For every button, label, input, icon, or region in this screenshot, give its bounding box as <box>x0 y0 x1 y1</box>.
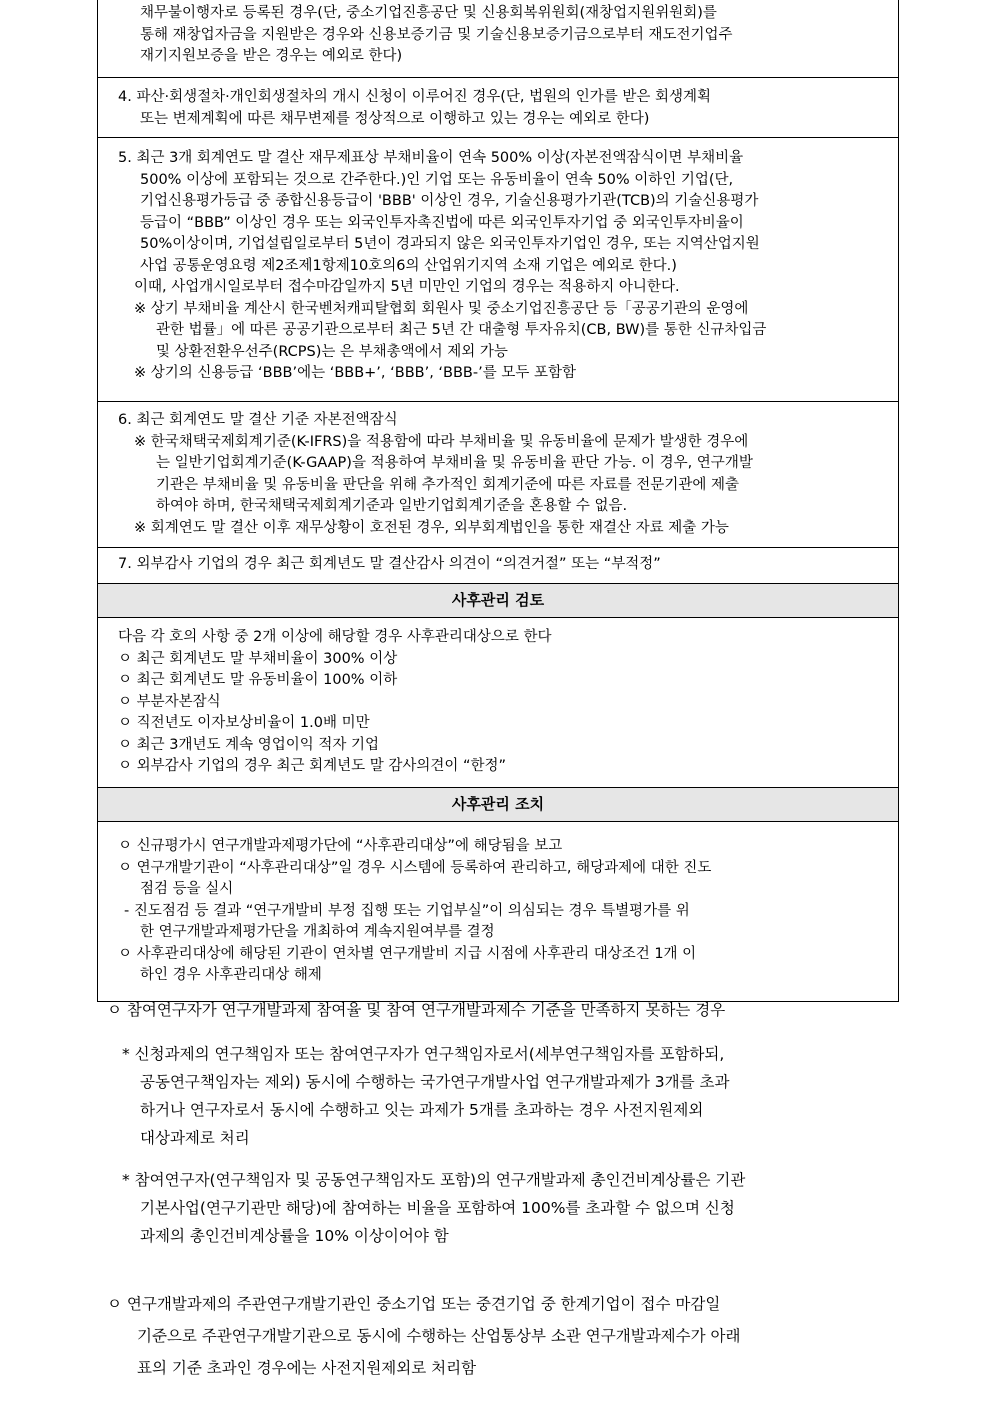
sme-limit-bullet: ㅇ 연구개발과제의 주관연구개발기관인 중소기업 또는 중견기업 중 한계기업이 접수 마감일 기준으로 주관연구개발기관으로 동시에 수행하는 산업통상부 소관 연구개발과제수가 아래 표의 기준 초과인 경우에는 사전지원제외로 처리함 <box>107 1295 741 1377</box>
participation-note-1: * 신청과제의 연구책임자 또는 참여연구자가 연구책임자로서(세부연구책임자를 포함하되, 공동연구책임자는 제외) 동시에 수행하는 국가연구개발사업 연구개발과제가 3개를 초과 하거나 연구자로서 동시에 수행하고 잇는 과제가 5개를 초과하는 경우 사전지원제외 대상과제로 처리 <box>122 1045 730 1147</box>
review-criteria: 다음 각 호의 사항 중 2개 이상에 해당할 경우 사후관리대상으로 한다 ㅇ 최근 회계년도 말 부채비율이 300% 이상 ㅇ 최근 회계년도 말 유동비율이 100% 이하 ㅇ 부분자본잠식 ㅇ 직전년도 이자보상비율이 1.0배 미만 ㅇ 최근 3개년도 계속 영업이익 적자 기업 ㅇ 외부감사 기업의 경우 최근 회계년도 말 감사의견이 “한정” <box>98 618 898 788</box>
action-header: 사후관리 조치 <box>98 788 898 822</box>
participation-bullet: ㅇ 참여연구자가 연구개발과제 참여율 및 참여 연구개발과제수 기준을 만족하지 못하는 경우 <box>107 1001 726 1019</box>
criterion-4: 4. 파산·회생절차·개인회생절차의 개시 신청이 이루어진 경우(단, 법원의 인가를 받은 회생계획 또는 변제계획에 따른 채무변제를 정상적으로 이행하고 있는 경우는 예외로 한다) <box>98 78 898 138</box>
criterion-5: 5. 최근 3개 회계연도 말 결산 재무제표상 부채비율이 연속 500% 이상(자본전액잠식이면 부채비율 500% 이상에 포함되는 것으로 간주한다.)인 기업 또는 유동비율이 연속 50% 이하인 기업(단, 기업신용평가등급 중 종합신용등급이 'BBB' 이상인 경우, 기술신용평가기관(TCB)의 기술신용평가 등급이 “BBB” 이상인 경우 또는 외국인투자촉진법에 따른 외국인투자기업 중 외국인투자비율이 50%이상이며, 기업설립일로부터 5년이 경과되지 않은 외국인투자기업인 경우, 또는 지역산업지원 사업 공통운영요령 제2조제1항제10호의6의 산업위기지역 소재 기업은 예외로 한다.) 이때, 사업개시일로부터 접수마감일까지 5년 미만인 기업의 경우는 적용하지 아니한다. ※ 상기 부채비율 계산시 한국벤처캐피탈협회 회원사 및 중소기업진흥공단 등「공공기관의 운영에 관한 법률」에 따른 공공기관으로부터 최근 5년 간 대출형 투자유치(CB, BW)를 통한 신규차입금 및 상환전환우선주(RCPS)는 은 부채총액에서 제외 가능 ※ 상기의 신용등급 ‘BBB’에는 ‘BBB+’, ‘BBB’, ‘BBB-’를 모두 포함함 <box>98 138 898 402</box>
criterion-7: 7. 외부감사 기업의 경우 최근 회계년도 말 결산감사 의견이 “의견거절” 또는 “부적정” <box>98 548 898 584</box>
exclusion-criteria-table <box>97 0 899 1002</box>
review-header: 사후관리 검토 <box>98 584 898 618</box>
criterion-6: 6. 최근 회계연도 말 결산 기준 자본전액잠식 ※ 한국채택국제회계기준(K-IFRS)을 적용함에 따라 부채비율 및 유동비율에 문제가 발생한 경우에 는 일반기업회계기준(K-GAAP)을 적용하여 부채비율 및 유동비율 판단 가능. 이 경우, 연구개발 기관은 부채비율 및 유동비율 판단을 위해 추가적인 회계기준에 따른 자료를 전문기관에 제출 하여야 하며, 한국채택국제회계기준과 일반기업회계기준을 혼용할 수 없음. ※ 회계연도 말 결산 이후 재무상황이 호전된 경우, 외부회계법인을 통한 재결산 자료 제출 가능 <box>98 402 898 548</box>
criterion-3-continued: 채무불이행자로 등록된 경우(단, 중소기업진흥공단 및 신용회복위원회(재창업지원위원회)를 통해 재창업자금을 지원받은 경우와 신용보증기금 및 기술신용보증기금으로부터 재도전기업주 재기지원보증을 받은 경우는 예외로 한다) <box>98 0 898 78</box>
action-measures: ㅇ 신규평가시 연구개발과제평가단에 “사후관리대상”에 해당됨을 보고 ㅇ 연구개발기관이 “사후관리대상”일 경우 시스템에 등록하여 관리하고, 해당과제에 대한 진도 점검 등을 실시 - 진도점검 등 결과 “연구개발비 부정 집행 또는 기업부실”이 의심되는 경우 특별평가를 위 한 연구개발과제평가단을 개최하여 계속지원여부를 결정 ㅇ 사후관리대상에 해당된 기관이 연차별 연구개발비 지급 시점에 사후관리 대상조건 1개 이 하인 경우 사후관리대상 해제 <box>98 822 898 1002</box>
participation-note-2: * 참여연구자(연구책임자 및 공동연구책임자도 포함)의 연구개발과제 총인건비계상률은 기관 기본사업(연구기관만 해당)에 참여하는 비율을 포함하여 100%를 초과할 수 없으며 신청 과제의 총인건비계상률을 10% 이상이어야 함 <box>122 1171 746 1245</box>
